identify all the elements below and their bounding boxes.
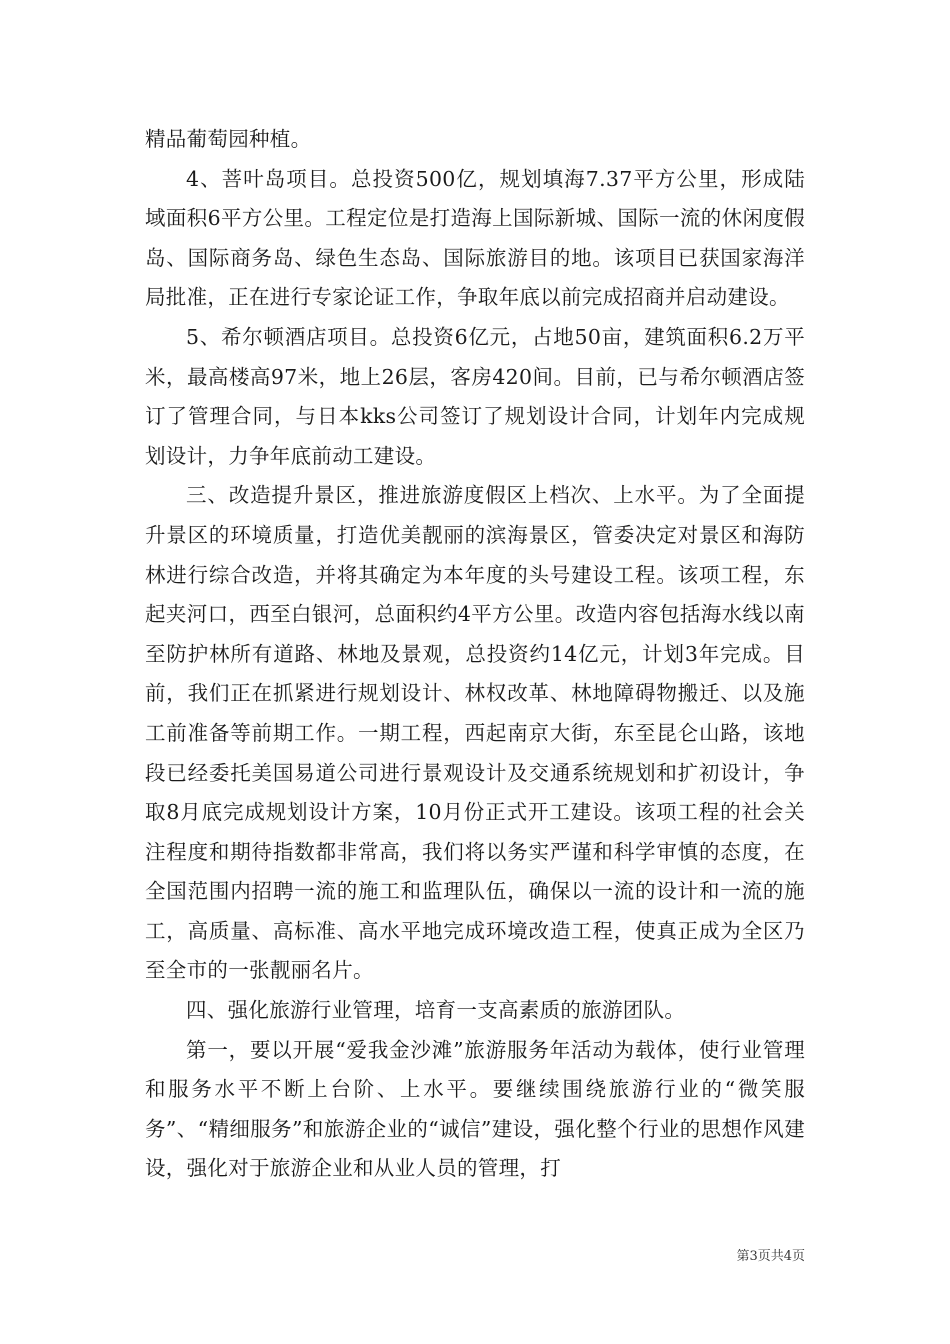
paragraph-1: 精品葡萄园种植。 [145,127,312,151]
paragraph-4: 三、改造提升景区，推进旅游度假区上档次、上水平。为了全面提升景区的环境质量，打造优美靓丽的滨海景区，管委决定对景区和海防林进行综合改造，并将其确定为本年度的头号建设工程。该项工程，东起夹河口，西至白银河，总面积约4平方公里。改造内容包括海水线以南至防护林所有道路、林地及景观，总投资约14亿元，计划3年完成。目前，我们正在抓紧进行规划设计、林权改革、林地障碍物搬迁、以及施工前准备等前期工作。一期工程，西起南京大街，东至昆仑山路，该地段已经委托美国易道公司进行景观设计及交通系统规划和扩初设计，争取8月底完成规划设计方案，10月份正式开工建设。该项工程的社会关注程度和期待指数都非常高，我们将以务实严谨和科学审慎的态度，在全国范围内招聘一流的施工和监理队伍，确保以一流的设计和一流的施工，高质量、高标准、高水平地完成环境改造工程，使真正成为全区乃至全市的一张靓丽名片。 [145,483,805,983]
paragraph-6: 第一，要以开展“爱我金沙滩”旅游服务年活动为载体，使行业管理和服务水平不断上台阶、上水平。要继续围绕旅游行业的“微笑服务”、“精细服务”和旅游企业的“诚信”建设，强化整个行业的思想作风建设，强化对于旅游企业和从业人员的管理，打 [145,1037,805,1181]
paragraph-3: 5、希尔顿酒店项目。总投资6亿元，占地50亩，建筑面积6.2万平米，最高楼高97米，地上26层，客房420间。目前，已与希尔顿酒店签订了管理合同，与日本kks公司签订了规划设计合同，计划年内完成规划设计，力争年底前动工建设。 [145,324,805,468]
paragraph-5: 四、强化旅游行业管理，培育一支高素质的旅游团队。 [186,998,686,1023]
page-number: 第3页共4页 [736,1249,805,1264]
body-text [145,120,805,1189]
paragraph-2: 4、菩叶岛项目。总投资500亿，规划填海7.37平方公里，形成陆域面积6平方公里。工程定位是打造海上国际新城、国际一流的休闲度假岛、国际商务岛、绿色生态岛、国际旅游目的地。该项目已获国家海洋局批准，正在进行专家论证工作，争取年底以前完成招商并启动建设。 [145,166,805,310]
